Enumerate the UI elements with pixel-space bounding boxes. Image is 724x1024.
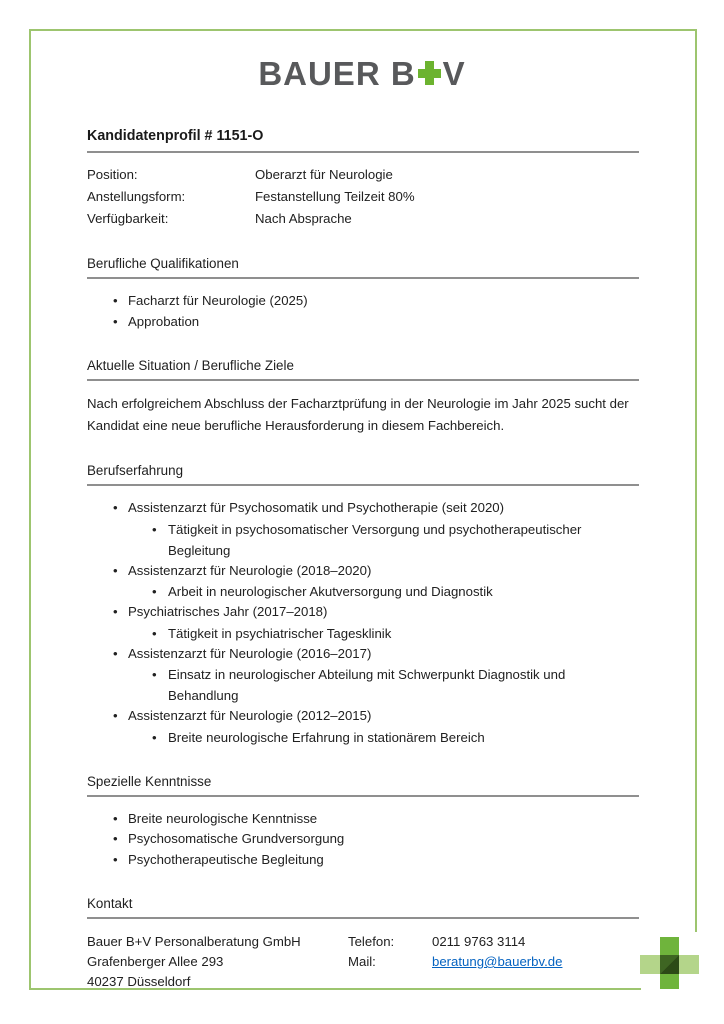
experience-sublist: [128, 664, 639, 706]
section-title-skills: Spezielle Kenntnisse: [87, 774, 639, 797]
section-title-experience: Berufserfahrung: [87, 463, 639, 486]
phone-label: Telefon:: [348, 934, 395, 949]
list-item: • Facharzt für Neurologie (2025): [87, 291, 639, 312]
contact-block: [87, 932, 639, 992]
brand-name-right: V: [442, 55, 466, 92]
experience-item: [87, 561, 639, 603]
experience-item: [87, 706, 639, 748]
page-frame-top: [29, 29, 697, 31]
experience-list: [87, 498, 639, 748]
experience-detail: • Tätigkeit in psychosomatischer Versorgung und psychotherapeutischer Begleitung: [128, 519, 639, 561]
email-link[interactable]: beratung@bauerbv.de: [432, 954, 563, 969]
experience-role: Assistenzarzt für Neurologie (2012–2015): [128, 708, 372, 723]
experience-item: [87, 644, 639, 707]
cross-overlap: [660, 955, 679, 974]
brand-logo: [0, 54, 724, 94]
experience-sublist: [128, 623, 639, 644]
detail-label: Position:: [87, 167, 138, 182]
experience-sublist: [128, 581, 639, 602]
experience-detail: • Breite neurologische Erfahrung in stationärem Bereich: [128, 727, 639, 748]
skills-list: [87, 809, 639, 871]
detail-row: [87, 186, 639, 208]
contact-city: 40237 Düsseldorf: [87, 974, 191, 989]
experience-role: Assistenzarzt für Psychosomatik und Psychotherapie (seit 2020): [128, 500, 505, 515]
detail-value: Oberarzt für Neurologie: [255, 167, 393, 182]
detail-row: [87, 164, 639, 186]
experience-item: [87, 602, 639, 644]
experience-detail: • Tätigkeit in psychiatrischer Tagesklinik: [128, 623, 639, 644]
experience-sublist: [128, 727, 639, 748]
section-title-contact: Kontakt: [87, 896, 639, 919]
situation-text: Nach erfolgreichem Abschluss der Facharztprüfung in der Neurologie im Jahr 2025 sucht der Kandidat eine neue berufliche Herausforderung in diesem Fachbereich.: [87, 396, 629, 433]
experience-role: Psychiatrisches Jahr (2017–2018): [128, 604, 328, 619]
detail-row: [87, 208, 639, 230]
detail-value: Festanstellung Teilzeit 80%: [255, 189, 415, 204]
experience-role: Assistenzarzt für Neurologie (2018–2020): [128, 562, 372, 578]
contact-company: Bauer B+V Personalberatung GmbH: [87, 934, 301, 949]
page-frame-right: [695, 29, 697, 932]
plus-icon: [418, 62, 441, 85]
experience-detail: • Arbeit in neurologischer Akutversorgung und Diagnostik: [128, 581, 639, 602]
contact-phone-row: [348, 932, 562, 952]
list-item: • Psychosomatische Grundversorgung: [87, 829, 639, 850]
contact-mail-row: [348, 952, 562, 972]
contact-address: [87, 932, 348, 992]
profile-title: Kandidatenprofil # 1151-O: [87, 128, 639, 153]
document-content: [87, 128, 639, 992]
detail-label: Anstellungsform:: [87, 189, 186, 204]
experience-item: [87, 498, 639, 561]
list-item: • Psychotherapeutische Begleitung: [87, 850, 639, 871]
qualifications-list: [87, 291, 639, 332]
page-frame-left: [29, 29, 31, 990]
mail-label: Mail:: [348, 954, 376, 969]
brand-name-left: BAUER B: [258, 55, 416, 92]
experience-role: Assistenzarzt für Neurologie (2016–2017): [128, 645, 372, 661]
section-title-qualifications: Berufliche Qualifikationen: [87, 256, 639, 279]
phone-number: 0211 9763 3114: [432, 934, 526, 949]
list-item: • Approbation: [87, 312, 639, 333]
section-title-situation: Aktuelle Situation / Berufliche Ziele: [87, 358, 639, 381]
contact-street: Grafenberger Allee 293: [87, 954, 224, 969]
experience-detail: • Einsatz in neurologischer Abteilung mit Schwerpunkt Diagnostik und Behandlung: [128, 664, 639, 706]
profile-details: [87, 164, 639, 230]
contact-channels: [348, 932, 562, 992]
experience-sublist: [128, 519, 639, 561]
detail-value: Nach Absprache: [255, 211, 352, 226]
detail-label: Verfügbarkeit:: [87, 211, 169, 226]
list-item: • Breite neurologische Kenntnisse: [87, 809, 639, 830]
